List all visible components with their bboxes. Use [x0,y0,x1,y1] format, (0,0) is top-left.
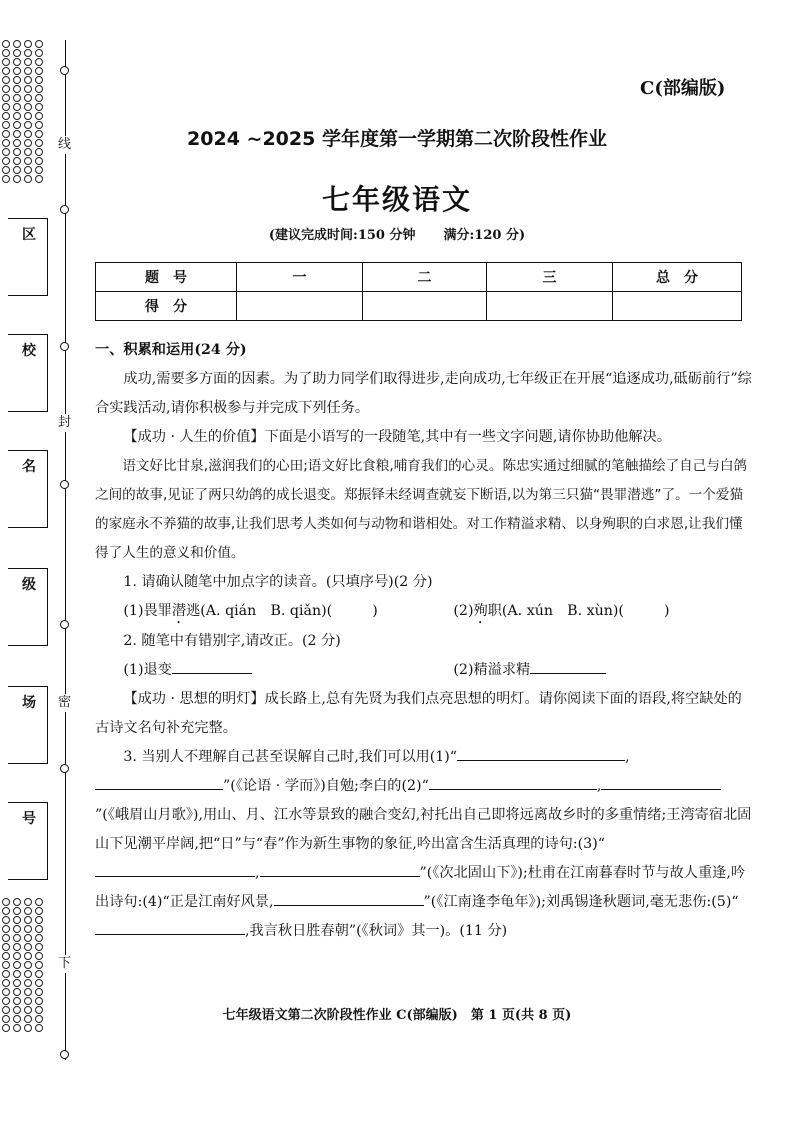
table-row [96,292,742,321]
binding-hole [2,907,10,915]
binding-hole [13,40,21,48]
score-table [95,262,742,321]
binding-hole [13,970,21,978]
exam-info [0,224,794,243]
binding-hole [24,103,32,111]
binding-hole [35,76,43,84]
binding-hole [2,58,10,66]
question-2a: (1)退变 [95,656,425,685]
binding-hole [24,49,32,57]
binding-hole [35,58,43,66]
binding-hole [13,934,21,942]
exam-room-label: 场 [22,695,36,711]
binding-hole [2,103,10,111]
table-row [96,263,742,292]
binding-hole [13,1024,21,1032]
binding-hole [2,112,10,120]
binding-hole [24,988,32,996]
binding-hole [24,67,32,75]
binding-hole [35,94,43,102]
question-content [95,336,755,946]
question-3: 3. 当别人不理解自己甚至误解自己时,我们可以用(1)“ ,”(《论语 · 学而》)自勉;李白的(2)“ ,”(《峨眉山月歌》),用山、月、江水等景致的融合变幻,衬托出自己即将远离故乡时的多重情绪;王湾寄宿北固山下见潮平岸阔,把“日”与“春”作为新生事物的象征,吟出富含生活真理的诗句:(3)“, ”(《次北固山下》);杜甫在江南暮春时节与故人重逢,吟出诗句:(4)“正是江南好风景, ”(《江南逢李龟年》);刘禹锡逢秋题词,毫无悲伤:(5)“,我言秋日胜春朝”(《秋词》其一)。(11 分) [95,743,755,946]
answer-blank[interactable] [95,918,245,935]
cut-word-xia: 下 [58,956,72,971]
binding-hole [2,925,10,933]
binding-hole [35,85,43,93]
full-score: 满分:120 分) [443,228,526,243]
answer-blank[interactable] [429,773,597,790]
edition-label: C(部编版) [640,78,726,99]
binding-hole [2,85,10,93]
binding-hole [2,76,10,84]
binding-hole [13,943,21,951]
binding-hole [13,898,21,906]
binding-hole [24,907,32,915]
answer-blank[interactable] [274,889,424,906]
essay-paragraph: 语文好比甘泉,滋润我们的心田;语文好比食粮,哺育我们的心灵。陈忠实通过细腻的笔触描绘了自己与白鸽之间的故事,见证了两只幼鸽的成长退变。郑振铎未经调查就妄下断语,以为第三只猫“畏罪潜逃”了。一个爱猫的家庭永不养猫的故事,让我们思考人类如何与动物和谐相处。对工作精溢求精、以身殉职的白求恩,让我们懂得了人生的意义和价值。 [95,458,748,561]
binding-margin [0,0,92,1123]
task-two-heading: 【成功 · 思想的明灯】成长路上,总有先贤为我们点亮思想的明灯。请你阅读下面的语段,将空缺处的古诗文名句补充完整。 [95,691,742,736]
question-2b: (2)精溢求精 [425,656,755,685]
question-1: 1. 请确认随笔中加点字的读音。(只填序号)(2 分) [123,574,433,590]
binding-hole [24,76,32,84]
binding-hole [13,94,21,102]
binding-hole [35,1024,43,1032]
binding-hole [35,961,43,969]
score-input-cell[interactable] [363,292,487,321]
cut-line-dot [60,1050,69,1059]
table-cell: 一 [237,263,363,292]
binding-hole [2,916,10,924]
question-1a: (1)畏罪潜逃(A. qián B. qiǎn)( ) [123,603,378,619]
binding-hole [24,952,32,960]
cut-word-xian: 线 [58,137,72,152]
binding-hole [13,85,21,93]
district-label: 区 [22,227,36,243]
binding-hole [24,979,32,987]
question-1b: (2)殉职(A. xún B. xùn)( ) [453,603,670,619]
answer-blank[interactable] [260,860,420,877]
binding-hole [13,76,21,84]
binding-hole [24,943,32,951]
binding-hole [13,58,21,66]
cut-line-dot [60,66,69,75]
cut-word-feng: 封 [58,415,72,430]
binding-hole [2,49,10,57]
binding-hole [35,49,43,57]
binding-hole [24,961,32,969]
table-cell: 题 号 [96,263,237,292]
answer-blank[interactable] [95,773,223,790]
question-2: 2. 随笔中有错别字,请改正。(2 分) [123,633,341,649]
answer-blank[interactable] [95,860,255,877]
binding-hole [13,103,21,111]
binding-hole [35,40,43,48]
seat-number-label: 号 [22,811,36,827]
binding-hole [24,1024,32,1032]
binding-hole [35,943,43,951]
binding-holes-top [2,40,46,183]
binding-hole [13,157,21,165]
binding-hole [24,925,32,933]
binding-hole [2,67,10,75]
binding-hole [35,952,43,960]
page-footer: 七年级语文第二次阶段性作业 C(部编版) 第 1 页(共 8 页) [222,1008,572,1023]
subject-title: 七年级语文 [321,183,472,216]
binding-hole [2,943,10,951]
binding-hole [24,94,32,102]
binding-hole [13,166,21,174]
table-cell: 三 [487,263,613,292]
binding-hole [24,40,32,48]
binding-hole [13,925,21,933]
binding-hole [13,67,21,75]
binding-hole [13,112,21,120]
binding-hole [35,988,43,996]
binding-hole [2,952,10,960]
binding-hole [2,988,10,996]
binding-hole [2,934,10,942]
binding-hole [13,988,21,996]
cut-line-dot [60,342,69,351]
class-label: 级 [22,577,36,593]
score-input-cell[interactable] [613,292,742,321]
binding-hole [2,166,10,174]
binding-hole [2,979,10,987]
binding-hole [35,934,43,942]
school-label: 校 [22,343,36,359]
binding-hole [13,961,21,969]
question-2-items [95,656,755,685]
binding-hole [35,970,43,978]
binding-hole [2,40,10,48]
binding-hole [24,58,32,66]
binding-hole [13,49,21,57]
cut-word-mi: 密 [58,695,72,710]
binding-hole [2,94,10,102]
task-one-heading: 【成功 · 人生的价值】下面是小语写的一段随笔,其中有一些文字问题,请你协助他解决。 [123,429,671,445]
binding-hole [24,934,32,942]
cut-line-dot [60,620,69,629]
binding-hole [35,925,43,933]
binding-hole [35,898,43,906]
binding-hole [35,112,43,120]
time-limit: (建议完成时间:150 分钟 [268,228,416,243]
binding-hole [35,103,43,111]
table-cell: 二 [363,263,487,292]
binding-hole [13,916,21,924]
binding-hole [24,970,32,978]
binding-hole [2,157,10,165]
binding-hole [35,916,43,924]
table-cell: 总 分 [613,263,742,292]
binding-hole [24,916,32,924]
binding-hole [35,979,43,987]
cut-line-dot [60,764,69,773]
answer-blank[interactable] [457,744,625,761]
score-input-cell[interactable] [487,292,613,321]
binding-hole [13,952,21,960]
binding-hole [24,157,32,165]
answer-blank[interactable] [601,773,721,790]
score-input-cell[interactable] [237,292,363,321]
binding-hole [24,898,32,906]
section-heading: 一、积累和运用(24 分) [95,342,247,358]
binding-hole [13,907,21,915]
binding-hole [35,907,43,915]
name-label: 名 [22,459,36,475]
binding-hole [2,961,10,969]
answer-blank[interactable] [530,657,606,674]
binding-hole [13,979,21,987]
answer-blank[interactable] [172,657,252,674]
question-1-options [95,597,755,627]
cut-line-dot [60,480,69,489]
binding-hole [35,67,43,75]
binding-hole [24,112,32,120]
binding-hole [2,898,10,906]
binding-hole [2,970,10,978]
binding-hole [35,166,43,174]
binding-hole [24,85,32,93]
binding-hole [2,1024,10,1032]
table-cell: 得 分 [96,292,237,321]
intro-paragraph: 成功,需要多方面的因素。为了助力同学们取得进步,走向成功,七年级正在开展“追逐成功,砥砺前行”综合实践活动,请你积极参与并完成下列任务。 [95,371,752,416]
binding-hole [24,166,32,174]
binding-hole [35,157,43,165]
exam-title: 2024 ~2025 学年度第一学期第二次阶段性作业 [187,128,607,150]
